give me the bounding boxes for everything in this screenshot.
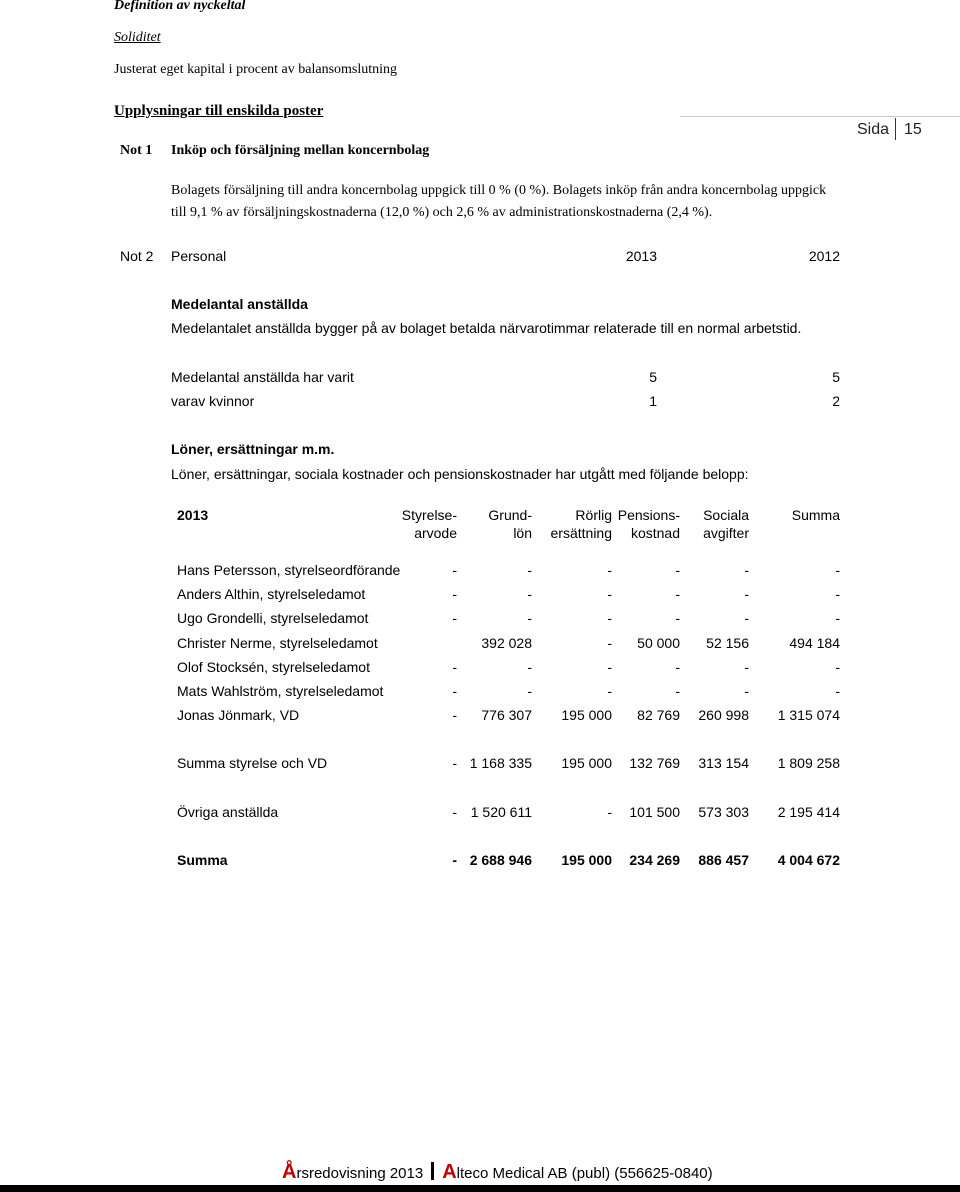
cell-social-fees: 52 156 <box>706 635 749 651</box>
col-header-pension: kostnad <box>630 525 680 541</box>
year-prior: 2012 <box>808 248 840 264</box>
cell-pension: - <box>675 683 680 699</box>
note2-number: Not 2 <box>120 248 154 264</box>
definition-term: Soliditet <box>114 30 161 45</box>
cell-board-fee: - <box>452 659 457 675</box>
salaries-heading: Löner, ersättningar m.m. <box>171 441 335 457</box>
cell-base-salary: - <box>527 586 532 602</box>
cell-social-fees: 886 457 <box>698 852 749 868</box>
cell-pension: 50 000 <box>637 635 680 651</box>
footer-separator <box>431 1162 434 1180</box>
footer-bar <box>0 1185 960 1192</box>
footer-company: lteco Medical AB (publ) (556625-0840) <box>456 1165 713 1182</box>
note1-number: Not 1 <box>120 143 153 158</box>
cell-total: 494 184 <box>789 635 840 651</box>
note2-title: Personal <box>171 248 227 264</box>
cell-variable-pay: - <box>607 586 612 602</box>
cell-pension: 82 769 <box>637 707 680 723</box>
col-header-total: Summa <box>791 507 840 523</box>
cell-board-fee: - <box>452 586 457 602</box>
employees-row-value-2012: 2 <box>832 393 840 409</box>
cell-pension: 101 500 <box>629 804 680 820</box>
page-label: Sida <box>857 121 890 138</box>
employees-heading: Medelantal anställda <box>171 296 308 312</box>
cell-base-salary: - <box>527 562 532 578</box>
col-header-variable-pay: Rörlig <box>575 507 612 523</box>
page-number: 15 <box>904 121 922 138</box>
row-name: Jonas Jönmark, VD <box>177 707 300 723</box>
cell-pension: - <box>675 562 680 578</box>
cell-total: 2 195 414 <box>777 804 840 820</box>
note1-text-line1: Bolagets försäljning till andra koncernbolag uppgick till 0 % (0 %). Bolagets inköp från andra koncernbolag uppgick <box>171 183 827 198</box>
cell-social-fees: 260 998 <box>698 707 749 723</box>
employees-row-value-2013: 1 <box>649 393 657 409</box>
note1-text-line2: till 9,1 % av försäljningskostnaderna (12,0 %) och 2,6 % av administrationskostnaderna (2,4 %). <box>171 205 713 220</box>
cell-base-salary: 1 168 335 <box>469 755 532 771</box>
footer-initial-a-ring: Å <box>282 1161 297 1183</box>
employees-row-value-2012: 5 <box>832 369 840 385</box>
cell-board-fee: - <box>452 804 457 820</box>
cell-pension: - <box>675 610 680 626</box>
salaries-text: Löner, ersättningar, sociala kostnader och pensionskostnader har utgått med följande belopp: <box>171 466 749 482</box>
cell-variable-pay: - <box>607 562 612 578</box>
cell-board-fee: - <box>452 852 457 868</box>
cell-variable-pay: 195 000 <box>561 755 612 771</box>
cell-social-fees: 573 303 <box>698 804 749 820</box>
col-header-variable-pay: ersättning <box>550 525 612 541</box>
cell-board-fee: - <box>452 683 457 699</box>
row-name: Summa <box>177 852 228 868</box>
cell-social-fees: - <box>744 562 749 578</box>
cell-pension: - <box>675 586 680 602</box>
col-header-social-fees: Sociala <box>703 507 749 523</box>
row-name: Anders Althin, styrelseledamot <box>177 586 366 602</box>
row-name: Hans Petersson, styrelseordförande <box>177 562 401 578</box>
cell-base-salary: 392 028 <box>481 635 532 651</box>
employees-row-value-2013: 5 <box>649 369 657 385</box>
col-header-pension: Pensions- <box>617 507 680 523</box>
cell-board-fee: - <box>452 707 457 723</box>
cell-base-salary: - <box>527 659 532 675</box>
cell-total: - <box>835 659 840 675</box>
col-header-board-fee: Styrelse- <box>401 507 457 523</box>
cell-total: 1 315 074 <box>777 707 840 723</box>
comp-table-year: 2013 <box>177 507 209 523</box>
footer-report-title: rsredovisning 2013 <box>296 1165 424 1182</box>
cell-base-salary: 776 307 <box>481 707 532 723</box>
cell-pension: - <box>675 659 680 675</box>
cell-total: - <box>835 562 840 578</box>
row-name: Ugo Grondelli, styrelseledamot <box>177 610 369 626</box>
cell-base-salary: 2 688 946 <box>469 852 532 868</box>
page-divider <box>895 118 896 140</box>
cell-social-fees: 313 154 <box>698 755 749 771</box>
definition-text: Justerat eget kapital i procent av balansomslutning <box>114 62 398 77</box>
col-header-base-salary: lön <box>513 525 532 541</box>
header-rule <box>680 116 960 117</box>
definitions-heading: Definition av nyckeltal <box>114 0 246 13</box>
employees-row-label: Medelantal anställda har varit <box>171 369 354 385</box>
col-header-social-fees: avgifter <box>703 525 749 541</box>
cell-variable-pay: 195 000 <box>561 707 612 723</box>
cell-variable-pay: - <box>607 610 612 626</box>
section-heading: Upplysningar till enskilda poster <box>114 103 324 119</box>
cell-total: 1 809 258 <box>777 755 840 771</box>
row-name: Mats Wahlström, styrelseledamot <box>177 683 384 699</box>
note1-title: Inköp och försäljning mellan koncernbolag <box>171 143 430 158</box>
cell-board-fee: - <box>452 610 457 626</box>
cell-social-fees: - <box>744 586 749 602</box>
cell-board-fee: - <box>452 755 457 771</box>
cell-variable-pay: 195 000 <box>561 852 612 868</box>
cell-base-salary: 1 520 611 <box>470 804 532 820</box>
cell-social-fees: - <box>744 659 749 675</box>
cell-pension: 234 269 <box>629 852 680 868</box>
cell-base-salary: - <box>527 610 532 626</box>
col-header-board-fee: arvode <box>414 525 457 541</box>
cell-social-fees: - <box>744 683 749 699</box>
cell-variable-pay: - <box>607 804 612 820</box>
cell-total: - <box>835 610 840 626</box>
footer <box>282 1160 713 1186</box>
footer-initial-a: A <box>442 1161 457 1183</box>
row-name: Summa styrelse och VD <box>177 755 328 771</box>
cell-board-fee: - <box>452 562 457 578</box>
row-name: Övriga anställda <box>177 804 279 820</box>
cell-social-fees: - <box>744 610 749 626</box>
employees-row-label: varav kvinnor <box>171 393 255 409</box>
cell-variable-pay: - <box>607 659 612 675</box>
cell-total: - <box>835 586 840 602</box>
cell-total: - <box>835 683 840 699</box>
row-name: Christer Nerme, styrelseledamot <box>177 635 378 651</box>
cell-variable-pay: - <box>607 683 612 699</box>
col-header-base-salary: Grund- <box>488 507 532 523</box>
row-name: Olof Stocksén, styrelseledamot <box>177 659 370 675</box>
cell-total: 4 004 672 <box>777 852 840 868</box>
cell-base-salary: - <box>527 683 532 699</box>
year-current: 2013 <box>625 248 657 264</box>
cell-pension: 132 769 <box>629 755 680 771</box>
employees-text: Medelantalet anställda bygger på av bolaget betalda närvarotimmar relaterade till en normal arbetstid. <box>171 320 802 336</box>
cell-variable-pay: - <box>607 635 612 651</box>
